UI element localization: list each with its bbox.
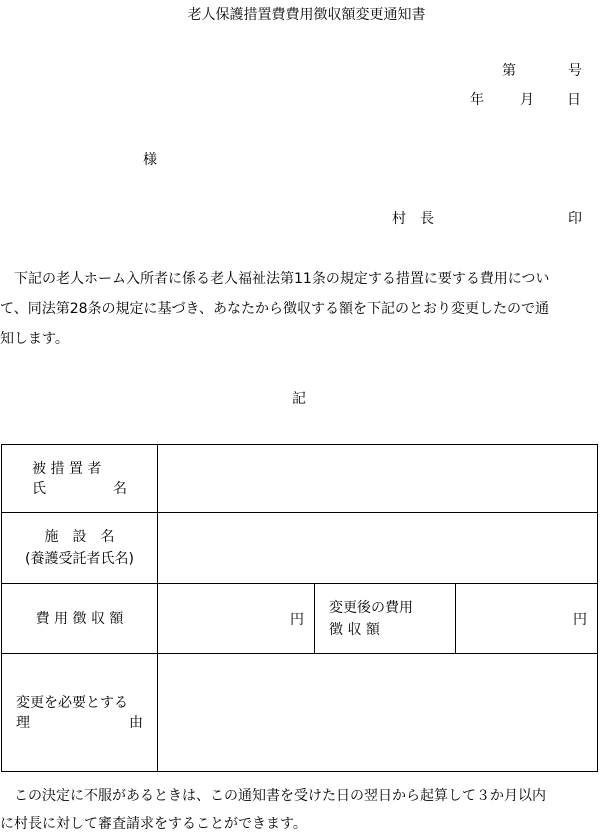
new-amount-label-line1: 変更後の費用 [329,599,413,616]
facility-label-line2: (養護受託者氏名) [25,551,134,567]
number-prefix: 第 [502,63,516,79]
footer-line: この決定に不服があるときは、この通知書を受けた日の翌日から起算して３か月以内 [0,788,546,804]
notice-table [1,444,598,772]
document-number [502,60,582,80]
issuer-head: 長 [420,211,434,227]
recipient-label-line1: 被 措 置 者 [32,460,102,477]
footer-note [0,782,613,838]
facility-value-cell[interactable] [158,513,598,584]
reason-value-cell[interactable] [158,654,598,772]
date-year: 年 [470,92,484,108]
seal-mark: 印 [568,211,582,227]
facility-label-cell [2,513,158,584]
body-line: て、同法第28条の規定に基づき、あなたから徴収する額を下記のとおり変更したので通 [0,301,549,317]
reason-label-line2: 理 由 [16,714,143,731]
body-line: 下記の老人ホーム入所者に係る老人福祉法第11条の規定する措置に要する費用につい [0,271,550,287]
addressee: 様 [143,152,157,168]
table-row-reason [2,654,598,772]
new-amount-label-line2: 徴 収 額 [329,621,380,638]
amount-value-cell[interactable]: 円 [158,584,315,654]
issuer-village: 村 [392,211,406,227]
amount-label-cell: 費 用 徴 収 額 [2,584,158,654]
recipient-label-cell [2,445,158,513]
body-line: 知します。 [0,331,69,347]
issuer-title [392,211,448,227]
date-day: 日 [567,92,581,108]
recipient-label-line2: 氏 名 [32,480,127,497]
table-row-amount [2,584,598,654]
new-amount-value-cell[interactable]: 円 [456,584,598,654]
issuer [392,208,582,228]
facility-label-line1: 施 設 名 [44,529,115,545]
number-suffix: 号 [568,63,582,79]
reason-label-line1: 変更を必要とする [16,694,128,711]
reason-label-cell [2,654,158,772]
recipient-value-cell[interactable] [158,445,598,513]
table-row-facility [2,513,598,584]
body-paragraph [0,264,613,354]
document-title: 老人保護措置費費用徴収額変更通知書 [187,7,426,23]
table-row-recipient [2,445,598,513]
date-month: 月 [520,92,534,108]
ki-heading: 記 [292,391,306,407]
footer-line: に村長に対して審査請求をすることができます。 [0,816,307,832]
new-amount-label-cell [315,584,456,654]
